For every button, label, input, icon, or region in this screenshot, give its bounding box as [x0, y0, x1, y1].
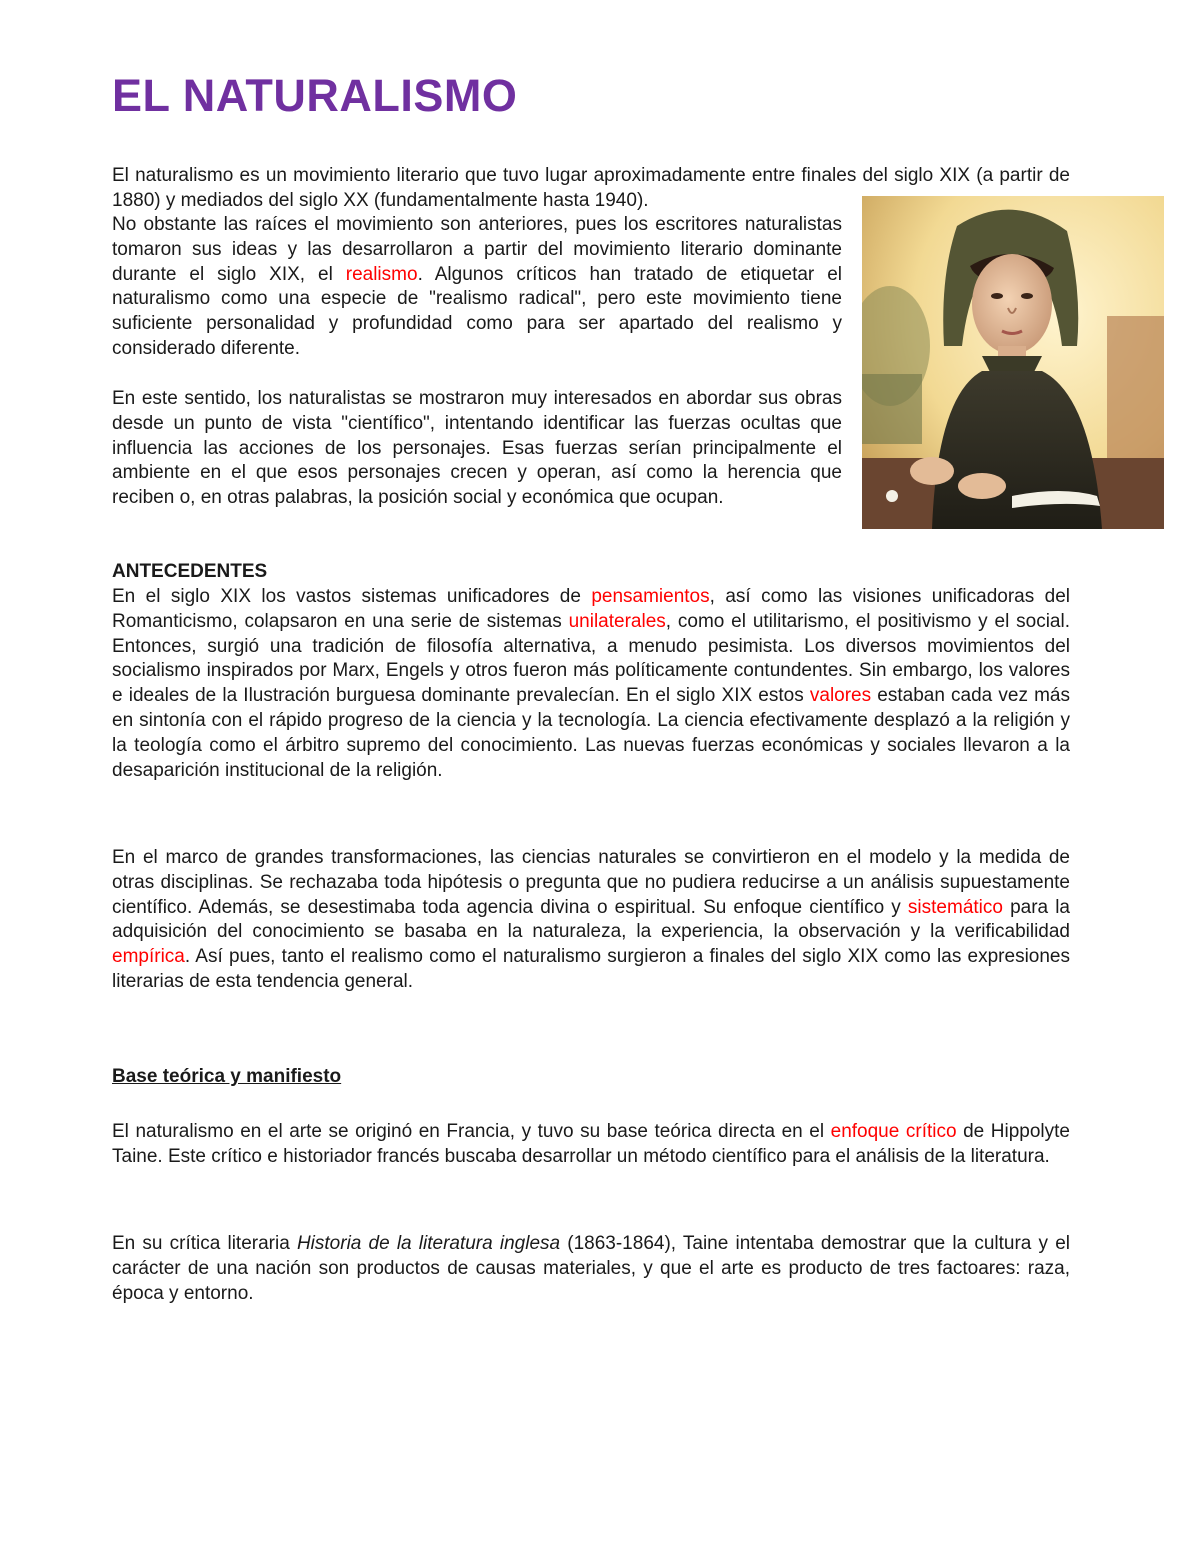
intro-paragraph-2	[112, 213, 842, 362]
paragraph-text: estaban cada vez más en sintonía con el rápido progreso de la ciencia y la tecnología. La ciencia efectivamente desplazó a la religión y la teología como el árbitro supremo del conocimiento. Las nuevas fuerzas económicas y sociales llevaron a la desaparición institucional de la religión.	[112, 685, 1071, 781]
paragraph-text: , así como las visiones unificadoras del Romanticismo, colapsaron en una serie de sistemas	[112, 586, 1071, 632]
intro-text: . Algunos críticos han tratado de etiquetar el naturalismo como una especie de "realismo radical", pero este movimiento tiene suficiente personalidad y profundidad como para ser apartado del realismo y considerado diferente.	[112, 263, 842, 359]
paragraph-text: (1863-1864), Taine intentaba demostrar que la cultura y el carácter de una nación son productos de causas materiales, y que el arte es producto de tres factoares: raza, época y entorno.	[112, 1233, 1070, 1304]
paragraph-text: En el marco de grandes transformaciones, las ciencias naturales se convirtieron en el modelo y la medida de otras disciplinas. Se rechazaba toda hipótesis o pregunta que no pudiera reducirse a un análisis supuestamente científico. Además, se desestimaba toda agencia divina o espiritual. Su enfoque científico y	[112, 847, 1070, 918]
antecedentes-paragraph-2	[112, 846, 1070, 995]
paragraph-text: En el siglo XIX los vastos sistemas unificadores de	[112, 586, 592, 607]
paragraph-text: . Así pues, tanto el realismo como el naturalismo surgieron a finales del siglo XIX como las expresiones literarias de esta tendencia general.	[112, 946, 1070, 992]
antecedentes-paragraph-1	[112, 585, 1070, 783]
paragraph-text: de Hippolyte Taine. Este crítico e historiador francés buscaba desarrollar un método científico para el análisis de la literatura.	[112, 1121, 1070, 1167]
paragraph-text: para la adquisición del conocimiento se basaba en la naturaleza, la experiencia, la observación y la verificabilidad	[112, 896, 1070, 943]
intro-paragraph-1: El naturalismo es un movimiento literario que tuvo lugar aproximadamente entre finales del siglo XIX (a partir de 1880) y mediados del siglo XX (fundamentalmente hasta 1940).	[112, 165, 1070, 211]
link-realismo[interactable]: realismo	[345, 263, 418, 285]
heading-base-teorica: Base teórica y manifiesto	[112, 1066, 342, 1087]
book-title: Historia de la literatura inglesa	[296, 1233, 561, 1254]
paragraph-text: El naturalismo en el arte se originó en Francia, y tuvo su base teórica directa en el	[112, 1121, 831, 1142]
link-enfoque-critico[interactable]: enfoque crítico	[830, 1121, 957, 1142]
link-unilaterales[interactable]: unilaterales	[568, 610, 666, 632]
link-valores[interactable]: valores	[809, 685, 872, 707]
intro-text: No obstante las raíces el movimiento son anteriores, pues los escritores naturalistas tomaron sus ideas y las desarrollaron a partir del movimiento literario dominante durante el siglo XIX, el	[112, 214, 842, 285]
link-pensamientos[interactable]: pensamientos	[591, 586, 710, 607]
base-paragraph-1	[112, 1120, 1070, 1170]
link-sistematico[interactable]: sistemático	[907, 896, 1003, 918]
base-paragraph-2	[112, 1232, 1070, 1306]
paragraph-text: En su crítica literaria	[112, 1233, 297, 1254]
portrait-image	[862, 196, 1164, 529]
intro-paragraph-3: En este sentido, los naturalistas se mostraron muy interesados en abordar sus obras desde un punto de vista "científico", intentando identificar las fuerzas ocultas que influencia las acciones de los personajes. Esas fuerzas serían principalmente el ambiente en el que esos personajes crecen y operan, así como la herencia que reciben o, en otras palabras, la posición social y económica que ocupan.	[112, 388, 842, 509]
paragraph-text: , como el utilitarismo, el positivismo y el social. Entonces, surgió una tradición de filosofía alternativa, a menudo pesimista. Los diversos movimientos del socialismo inspirados por Marx, Engels y otros fueron más políticamente contundentes. Sin embargo, los valores e ideales de la Ilustración burguesa dominante prevalecían. En el siglo XIX estos	[112, 610, 1070, 707]
heading-antecedentes: ANTECEDENTES	[112, 561, 268, 582]
page-title: EL NATURALISMO	[112, 70, 518, 121]
link-empirica[interactable]: empírica	[112, 946, 185, 968]
